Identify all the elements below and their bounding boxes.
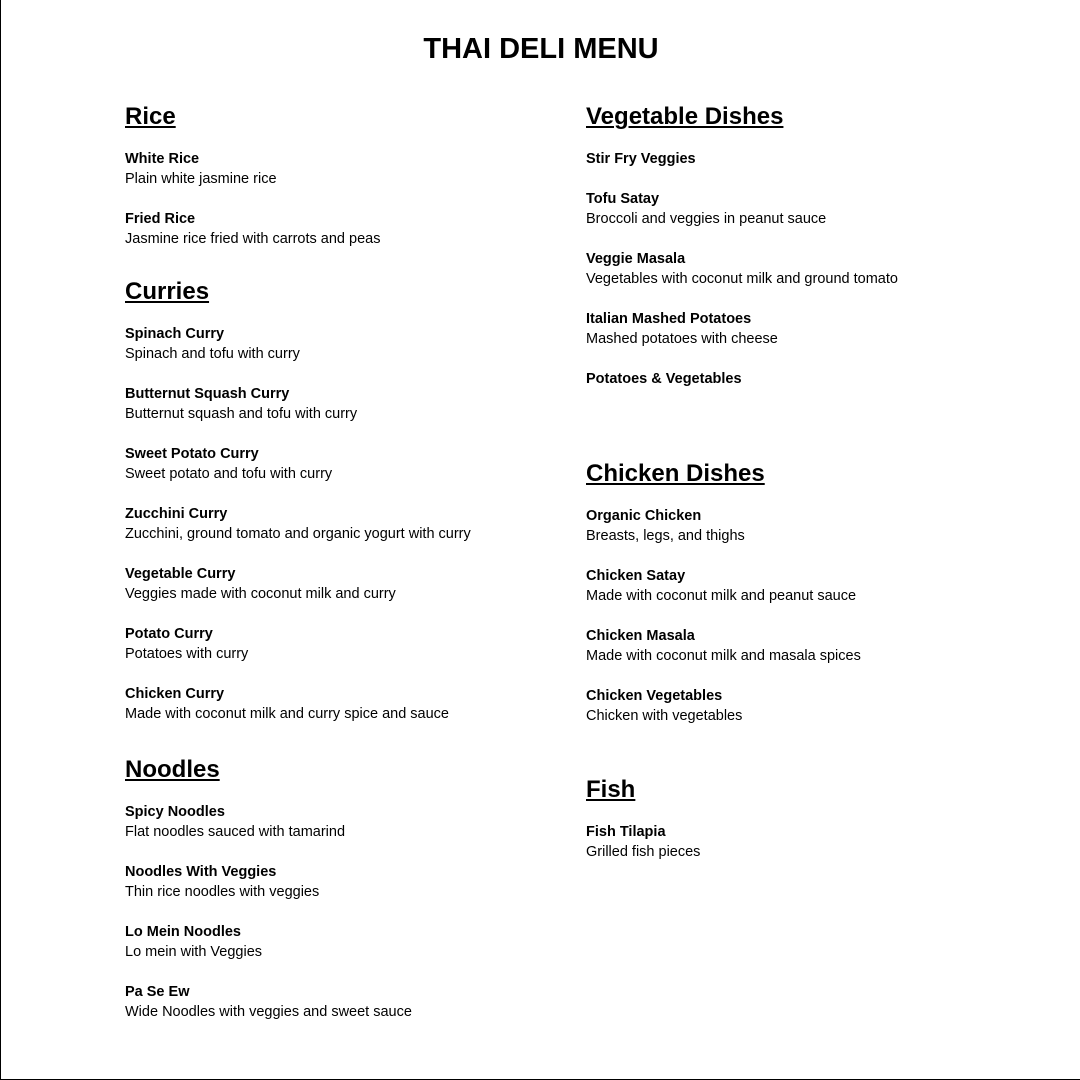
section-heading: Vegetable Dishes: [586, 103, 784, 130]
menu-item: [586, 822, 1046, 862]
section-heading: Curries: [125, 278, 210, 305]
item-name: Veggie Masala: [586, 251, 686, 267]
item-description: Made with coconut milk and peanut sauce: [586, 588, 857, 604]
item-description: Wide Noodles with veggies and sweet sauce: [125, 1004, 412, 1020]
item-name: Butternut Squash Curry: [125, 386, 290, 402]
item-description: Zucchini, ground tomato and organic yogurt with curry: [125, 526, 471, 542]
menu-item: [125, 684, 545, 724]
item-name: Zucchini Curry: [125, 506, 228, 522]
menu-item: [125, 982, 545, 1022]
item-description: Made with coconut milk and masala spices: [586, 648, 861, 664]
item-name: Vegetable Curry: [125, 566, 236, 582]
item-name: Chicken Vegetables: [586, 688, 723, 704]
item-name: Lo Mein Noodles: [125, 924, 241, 940]
item-name: Sweet Potato Curry: [125, 446, 259, 462]
section-curries: [125, 277, 545, 744]
menu-item: [586, 149, 1046, 169]
item-description: Flat noodles sauced with tamarind: [125, 824, 346, 840]
item-description: Plain white jasmine rice: [125, 171, 277, 187]
item-name: Spinach Curry: [125, 326, 225, 342]
menu-item: [586, 626, 1046, 666]
item-description: Broccoli and veggies in peanut sauce: [586, 211, 827, 227]
menu-item: [125, 862, 545, 902]
item-name: Organic Chicken: [586, 508, 702, 524]
item-name: Fried Rice: [125, 211, 196, 227]
menu-item: [125, 444, 545, 484]
item-description: Veggies made with coconut milk and curry: [125, 586, 396, 602]
menu-item: [125, 384, 545, 424]
menu-item: [586, 566, 1046, 606]
section-fish: [586, 775, 1046, 882]
menu-item: [586, 309, 1046, 349]
menu-item: [586, 506, 1046, 546]
menu-item: [125, 922, 545, 962]
item-description: Thin rice noodles with veggies: [125, 884, 320, 900]
item-name: Chicken Satay: [586, 568, 686, 584]
menu-item: [586, 249, 1046, 289]
page-title: THAI DELI MENU: [423, 33, 659, 65]
section-chicken-dishes: [586, 459, 1046, 746]
item-name: Fish Tilapia: [586, 824, 666, 840]
menu-item: [125, 324, 545, 364]
item-description: Butternut squash and tofu with curry: [125, 406, 358, 422]
menu-item: [586, 369, 1046, 389]
item-description: Chicken with vegetables: [586, 708, 743, 724]
item-name: Chicken Curry: [125, 686, 225, 702]
item-name: Potatoes & Vegetables: [586, 371, 742, 387]
item-name: Italian Mashed Potatoes: [586, 311, 752, 327]
item-description: Spinach and tofu with curry: [125, 346, 300, 362]
item-description: Mashed potatoes with cheese: [586, 331, 778, 347]
menu-item: [586, 189, 1046, 229]
menu-item: [125, 504, 545, 544]
item-description: Breasts, legs, and thighs: [586, 528, 745, 544]
menu-item: [586, 686, 1046, 726]
menu-item: [125, 209, 545, 249]
item-name: Pa Se Ew: [125, 984, 190, 1000]
item-description: Lo mein with Veggies: [125, 944, 263, 960]
item-description: Grilled fish pieces: [586, 844, 701, 860]
item-description: Jasmine rice fried with carrots and peas: [125, 231, 381, 247]
item-name: Tofu Satay: [586, 191, 660, 207]
item-name: Noodles With Veggies: [125, 864, 277, 880]
item-name: White Rice: [125, 151, 200, 167]
item-name: Chicken Masala: [586, 628, 695, 644]
item-name: Potato Curry: [125, 626, 213, 642]
section-rice: [125, 102, 545, 269]
section-vegetable-dishes: [586, 102, 1046, 409]
item-description: Vegetables with coconut milk and ground tomato: [586, 271, 898, 287]
item-description: Sweet potato and tofu with curry: [125, 466, 333, 482]
section-noodles: [125, 755, 545, 1042]
section-heading: Fish: [586, 776, 636, 803]
item-description: Potatoes with curry: [125, 646, 249, 662]
item-description: Made with coconut milk and curry spice and sauce: [125, 706, 449, 722]
section-heading: Chicken Dishes: [586, 460, 765, 487]
section-heading: Rice: [125, 103, 176, 130]
menu-item: [125, 624, 545, 664]
section-heading: Noodles: [125, 756, 220, 783]
menu-item: [125, 564, 545, 604]
menu-item: [125, 802, 545, 842]
menu-item: [125, 149, 545, 189]
item-name: Stir Fry Veggies: [586, 151, 696, 167]
item-name: Spicy Noodles: [125, 804, 225, 820]
